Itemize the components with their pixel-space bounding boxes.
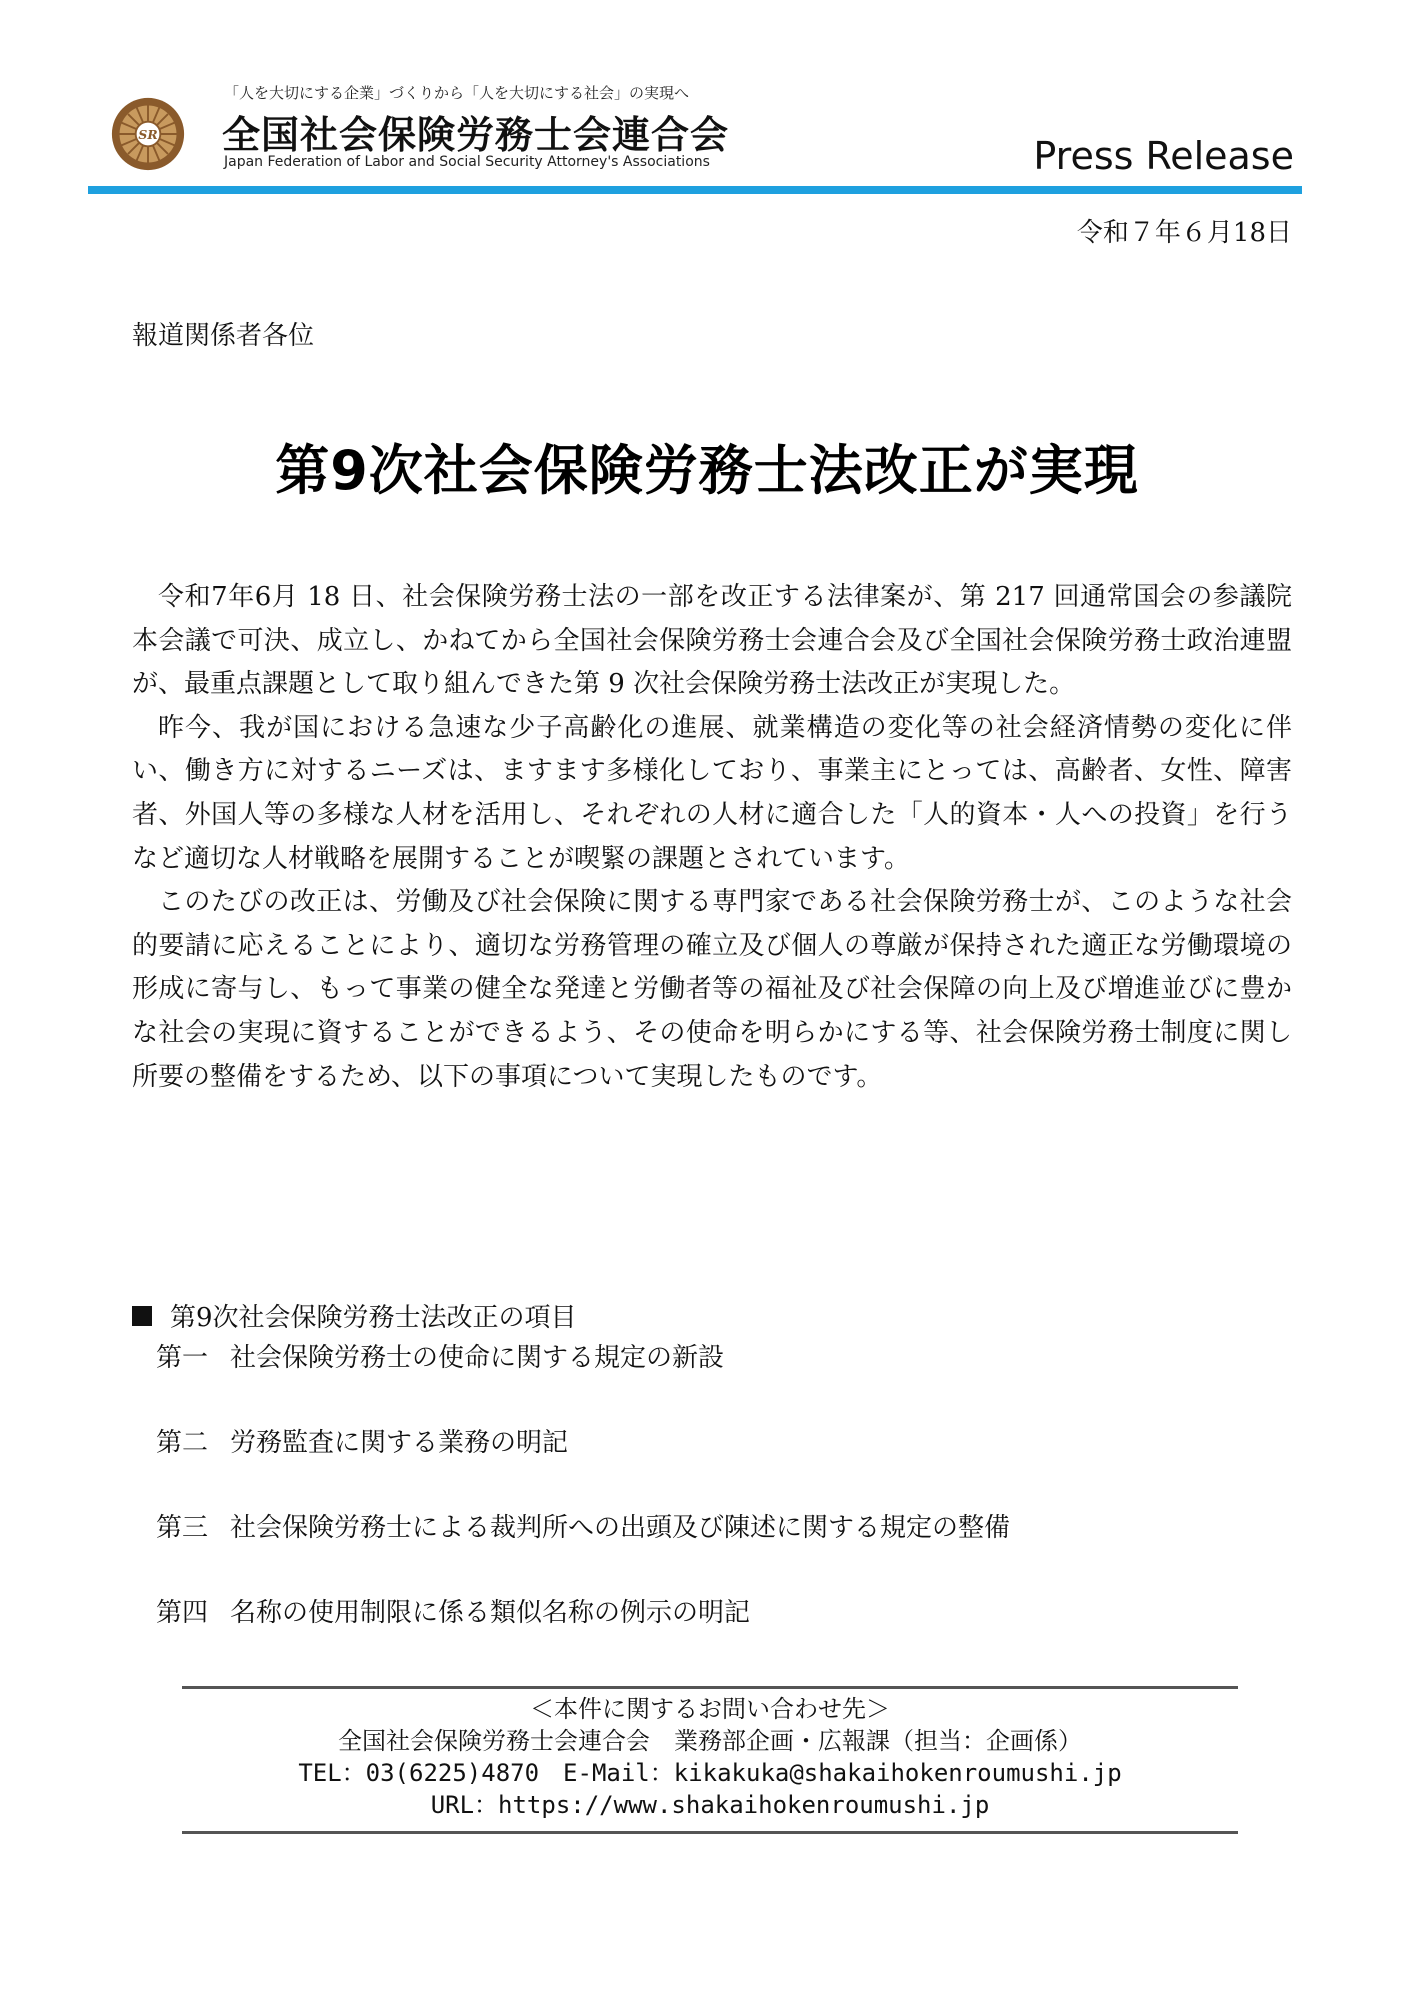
items-heading xyxy=(132,1297,577,1334)
header-divider xyxy=(88,186,1302,194)
item-text: 社会保険労務士の使命に関する規定の新設 xyxy=(230,1343,725,1373)
contact-heading: ＜本件に関するお問い合わせ先＞ xyxy=(530,1695,890,1723)
paragraph: 昨今、我が国における急速な少子高齢化の進展、就業構造の変化等の社会経済情勢の変化に伴い、働き方に対するニーズは、ますます多様化しており、事業主にとっては、高齢者、女性、障害者、外国人等の多様な人材を活用し、それぞれの人材に適合した「人的資本・人への投資」を行うなど適切な人材戦略を展開することが喫緊の課題とされています。 xyxy=(132,712,1292,874)
document-title: 第9次社会保険労務士法改正が実現 xyxy=(275,439,1139,502)
svg-text:SR: SR xyxy=(138,126,158,142)
amendment-items xyxy=(132,1297,1011,1628)
list-item xyxy=(156,1422,568,1459)
contact-box xyxy=(182,1686,1238,1834)
press-release-label: Press Release xyxy=(1033,134,1294,178)
tagline: 「人を大切にする企業」づくりから「人を大切にする社会」の実現へ xyxy=(224,84,690,102)
item-number: 第一 xyxy=(156,1343,209,1373)
list-item xyxy=(156,1592,750,1629)
logo-seal-icon xyxy=(110,96,186,172)
item-number: 第四 xyxy=(156,1598,209,1628)
contact-tel-email: TEL：03(6225)4870 E-Mail：kikakuka@shakaihokenroumushi.jp xyxy=(298,1759,1122,1787)
organization-name-english: Japan Federation of Labor and Social Security Attorney's Associations xyxy=(224,154,710,170)
addressee: 報道関係者各位 xyxy=(132,321,315,351)
item-text: 労務監査に関する業務の明記 xyxy=(230,1428,569,1458)
list-item xyxy=(156,1337,724,1374)
contact-url: URL：https://www.shakaihokenroumushi.jp xyxy=(430,1791,990,1819)
paragraph: 令和7年6月 18 日、社会保険労務士法の一部を改正する法律案が、第 217 回通常国会の参議院本会議で可決、成立し、かねてから全国社会保険労務士会連合会及び全国社会保険労務士政治連盟が、最重点課題として取り組んできた第 9 次社会保険労務士法改正が実現した。 xyxy=(132,582,1292,700)
item-text: 社会保険労務士による裁判所への出頭及び陳述に関する規定の整備 xyxy=(230,1513,1011,1543)
contact-department: 全国社会保険労務士会連合会 業務部企画・広報課（担当：企画係） xyxy=(338,1727,1082,1755)
item-number: 第三 xyxy=(156,1513,209,1543)
organization-name: 全国社会保険労務士会連合会 xyxy=(222,113,730,157)
paragraph: このたびの改正は、労働及び社会保険に関する専門家である社会保険労務士が、このような社会的要請に応えることにより、適切な労務管理の確立及び個人の尊厳が保持された適正な労働環境の形成に寄与し、もって事業の健全な発達と労働者等の福祉及び社会保障の向上及び増進並びに豊かな社会の実現に資することができるよう、その使命を明らかにする等、社会保険労務士制度に関し所要の整備をするため、以下の事項について実現したものです。 xyxy=(132,887,1292,1092)
letterhead xyxy=(88,78,1302,190)
body-text xyxy=(132,576,1292,1099)
items-heading-text: 第9次社会保険労務士法改正の項目 xyxy=(170,1303,577,1333)
black-square-icon xyxy=(132,1306,152,1326)
item-number: 第二 xyxy=(156,1428,209,1458)
release-date: 令和７年６月18日 xyxy=(1076,218,1292,248)
list-item xyxy=(156,1507,1010,1544)
item-text: 名称の使用制限に係る類似名称の例示の明記 xyxy=(230,1598,751,1628)
